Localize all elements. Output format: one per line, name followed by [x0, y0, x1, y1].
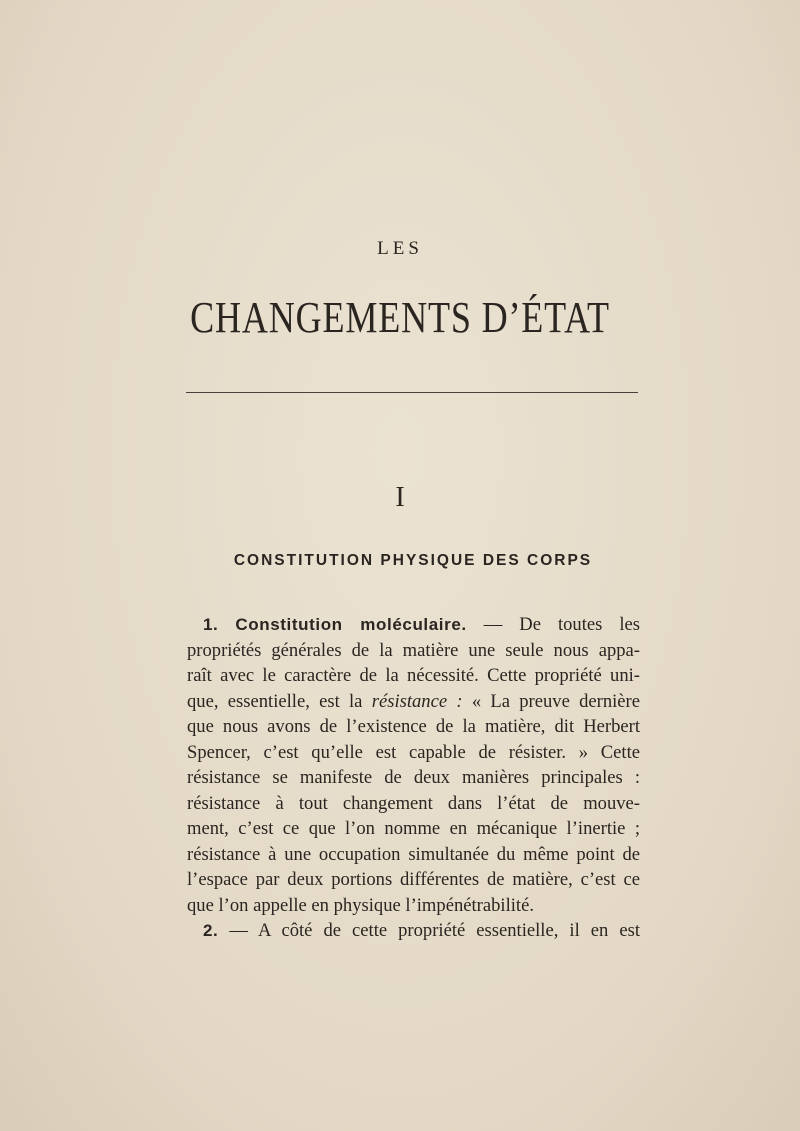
- text-line: raît avec le caractère de la nécessité. Cette propriété uni-: [187, 665, 640, 686]
- chapter-title: CONSTITUTION PHYSIQUE DES CORPS: [233, 552, 593, 569]
- paragraph-number: 1.: [203, 615, 219, 634]
- title-article: LES: [377, 238, 423, 259]
- paragraph-heading: Constitution moléculaire.: [235, 615, 467, 634]
- title-divider: [186, 392, 638, 393]
- text-line: [187, 689, 640, 715]
- text-segment: que, essentielle, est la: [187, 690, 363, 712]
- chapter-number: I: [395, 482, 405, 513]
- text-line: l’espace par deux portions différentes de matière, c’est ce: [187, 869, 640, 890]
- text-line: propriétés générales de la matière une seule nous appa-: [187, 639, 640, 661]
- text-line: résistance à une occupation simultanée du même point de: [187, 843, 640, 865]
- text-line: [187, 918, 640, 944]
- text-line: résistance à tout changement dans l’état de mouve-: [187, 792, 640, 814]
- text-line: [187, 612, 640, 638]
- text-line: ment, c’est ce que l’on nomme en mécanique l’inertie ;: [187, 818, 640, 839]
- text-segment: — A côté de cette propriété essentielle, il en est: [229, 920, 640, 941]
- text-line: Spencer, c’est qu’elle est capable de résister. » Cette: [187, 741, 640, 763]
- paragraph-number: 2.: [203, 921, 219, 940]
- page-title: CHANGEMENTS D’ÉTAT: [190, 293, 610, 342]
- text-line: résistance se manifeste de deux manières principales :: [187, 767, 640, 788]
- text-segment: « La preuve dernière: [471, 690, 641, 712]
- text-line: que nous avons de l’existence de la matière, dit Herbert: [187, 716, 640, 737]
- text-segment: — De toutes les: [483, 614, 640, 635]
- text-line: que l’on appelle en physique l’impénétrabilité.: [187, 894, 534, 916]
- italic-term: résistance :: [371, 690, 463, 712]
- body-text: [187, 612, 640, 944]
